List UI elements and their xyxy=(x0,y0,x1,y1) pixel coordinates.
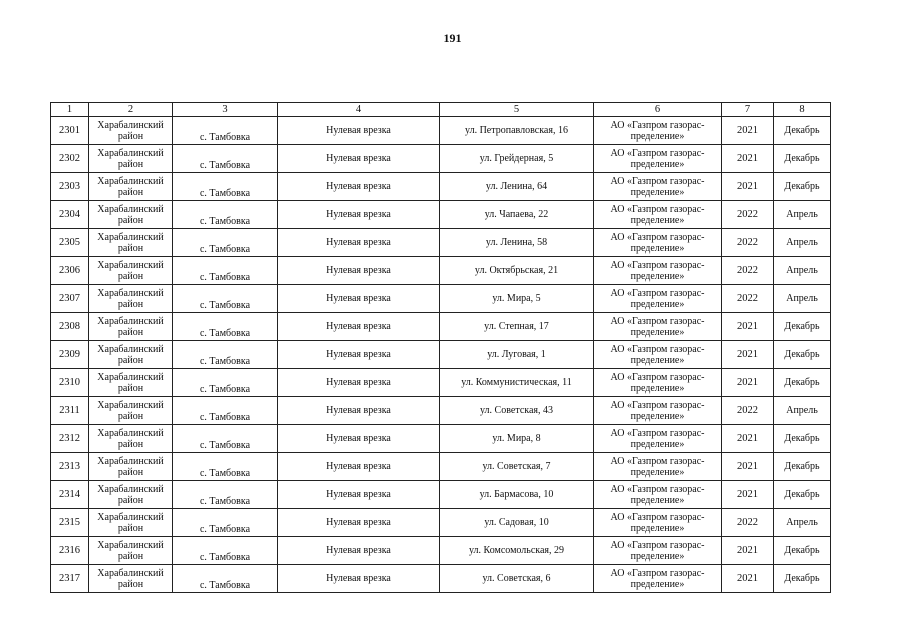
settlement-cell: с. Тамбовка xyxy=(173,341,278,369)
district-cell: Харабалинский район xyxy=(89,285,173,313)
organization-cell: АО «Газпром газорас-пределение» xyxy=(594,369,722,397)
month-cell: Декабрь xyxy=(774,341,831,369)
month-cell: Декабрь xyxy=(774,369,831,397)
row-number: 2312 xyxy=(51,425,89,453)
organization-cell: АО «Газпром газорас-пределение» xyxy=(594,341,722,369)
row-number: 2303 xyxy=(51,173,89,201)
settlement-cell: с. Тамбовка xyxy=(173,453,278,481)
district-cell: Харабалинский район xyxy=(89,509,173,537)
row-number: 2315 xyxy=(51,509,89,537)
month-cell: Апрель xyxy=(774,285,831,313)
year-cell: 2021 xyxy=(722,341,774,369)
district-cell: Харабалинский район xyxy=(89,341,173,369)
month-cell: Декабрь xyxy=(774,313,831,341)
settlement-cell: с. Тамбовка xyxy=(173,509,278,537)
column-header: 4 xyxy=(278,103,440,117)
month-cell: Декабрь xyxy=(774,173,831,201)
district-cell: Харабалинский район xyxy=(89,117,173,145)
address-cell: ул. Октябрьская, 21 xyxy=(440,257,594,285)
year-cell: 2022 xyxy=(722,201,774,229)
table-row xyxy=(51,397,831,425)
organization-cell: АО «Газпром газорас-пределение» xyxy=(594,509,722,537)
year-cell: 2021 xyxy=(722,313,774,341)
settlement-cell: с. Тамбовка xyxy=(173,201,278,229)
address-cell: ул. Советская, 7 xyxy=(440,453,594,481)
table-row xyxy=(51,257,831,285)
work-type-cell: Нулевая врезка xyxy=(278,285,440,313)
district-cell: Харабалинский район xyxy=(89,397,173,425)
work-type-cell: Нулевая врезка xyxy=(278,509,440,537)
table-row xyxy=(51,173,831,201)
year-cell: 2022 xyxy=(722,229,774,257)
address-cell: ул. Мира, 5 xyxy=(440,285,594,313)
year-cell: 2021 xyxy=(722,481,774,509)
district-cell: Харабалинский район xyxy=(89,313,173,341)
district-cell: Харабалинский район xyxy=(89,369,173,397)
organization-cell: АО «Газпром газорас-пределение» xyxy=(594,173,722,201)
district-cell: Харабалинский район xyxy=(89,537,173,565)
table-row xyxy=(51,369,831,397)
row-number: 2317 xyxy=(51,565,89,593)
month-cell: Декабрь xyxy=(774,453,831,481)
work-type-cell: Нулевая врезка xyxy=(278,145,440,173)
settlement-cell: с. Тамбовка xyxy=(173,145,278,173)
organization-cell: АО «Газпром газорас-пределение» xyxy=(594,229,722,257)
table-row xyxy=(51,537,831,565)
work-type-cell: Нулевая врезка xyxy=(278,257,440,285)
settlement-cell: с. Тамбовка xyxy=(173,369,278,397)
organization-cell: АО «Газпром газорас-пределение» xyxy=(594,397,722,425)
settlement-cell: с. Тамбовка xyxy=(173,117,278,145)
work-type-cell: Нулевая врезка xyxy=(278,341,440,369)
work-type-cell: Нулевая врезка xyxy=(278,565,440,593)
schedule-table xyxy=(50,102,831,593)
table-row xyxy=(51,453,831,481)
settlement-cell: с. Тамбовка xyxy=(173,425,278,453)
organization-cell: АО «Газпром газорас-пределение» xyxy=(594,257,722,285)
settlement-cell: с. Тамбовка xyxy=(173,173,278,201)
district-cell: Харабалинский район xyxy=(89,481,173,509)
year-cell: 2022 xyxy=(722,285,774,313)
work-type-cell: Нулевая врезка xyxy=(278,453,440,481)
year-cell: 2021 xyxy=(722,145,774,173)
table-row xyxy=(51,229,831,257)
year-cell: 2022 xyxy=(722,509,774,537)
settlement-cell: с. Тамбовка xyxy=(173,537,278,565)
row-number: 2305 xyxy=(51,229,89,257)
work-type-cell: Нулевая врезка xyxy=(278,117,440,145)
row-number: 2306 xyxy=(51,257,89,285)
table-row xyxy=(51,481,831,509)
year-cell: 2021 xyxy=(722,537,774,565)
address-cell: ул. Степная, 17 xyxy=(440,313,594,341)
work-type-cell: Нулевая врезка xyxy=(278,313,440,341)
settlement-cell: с. Тамбовка xyxy=(173,565,278,593)
column-header: 2 xyxy=(89,103,173,117)
table-row xyxy=(51,201,831,229)
month-cell: Декабрь xyxy=(774,425,831,453)
settlement-cell: с. Тамбовка xyxy=(173,397,278,425)
district-cell: Харабалинский район xyxy=(89,145,173,173)
month-cell: Декабрь xyxy=(774,537,831,565)
organization-cell: АО «Газпром газорас-пределение» xyxy=(594,285,722,313)
row-number: 2301 xyxy=(51,117,89,145)
organization-cell: АО «Газпром газорас-пределение» xyxy=(594,453,722,481)
district-cell: Харабалинский район xyxy=(89,425,173,453)
year-cell: 2021 xyxy=(722,565,774,593)
table-row xyxy=(51,145,831,173)
row-number: 2313 xyxy=(51,453,89,481)
settlement-cell: с. Тамбовка xyxy=(173,229,278,257)
month-cell: Апрель xyxy=(774,229,831,257)
settlement-cell: с. Тамбовка xyxy=(173,257,278,285)
address-cell: ул. Бармасова, 10 xyxy=(440,481,594,509)
row-number: 2316 xyxy=(51,537,89,565)
organization-cell: АО «Газпром газорас-пределение» xyxy=(594,425,722,453)
month-cell: Апрель xyxy=(774,201,831,229)
row-number: 2304 xyxy=(51,201,89,229)
year-cell: 2021 xyxy=(722,425,774,453)
year-cell: 2021 xyxy=(722,173,774,201)
district-cell: Харабалинский район xyxy=(89,453,173,481)
month-cell: Апрель xyxy=(774,509,831,537)
month-cell: Декабрь xyxy=(774,117,831,145)
organization-cell: АО «Газпром газорас-пределение» xyxy=(594,145,722,173)
row-number: 2314 xyxy=(51,481,89,509)
row-number: 2309 xyxy=(51,341,89,369)
work-type-cell: Нулевая врезка xyxy=(278,397,440,425)
address-cell: ул. Садовая, 10 xyxy=(440,509,594,537)
year-cell: 2022 xyxy=(722,257,774,285)
district-cell: Харабалинский район xyxy=(89,229,173,257)
row-number: 2308 xyxy=(51,313,89,341)
district-cell: Харабалинский район xyxy=(89,565,173,593)
column-header: 3 xyxy=(173,103,278,117)
organization-cell: АО «Газпром газорас-пределение» xyxy=(594,313,722,341)
address-cell: ул. Коммунистическая, 11 xyxy=(440,369,594,397)
address-cell: ул. Чапаева, 22 xyxy=(440,201,594,229)
column-header: 6 xyxy=(594,103,722,117)
work-type-cell: Нулевая врезка xyxy=(278,369,440,397)
table-row xyxy=(51,341,831,369)
year-cell: 2021 xyxy=(722,117,774,145)
month-cell: Апрель xyxy=(774,397,831,425)
settlement-cell: с. Тамбовка xyxy=(173,313,278,341)
work-type-cell: Нулевая врезка xyxy=(278,173,440,201)
work-type-cell: Нулевая врезка xyxy=(278,425,440,453)
table-row xyxy=(51,285,831,313)
row-number: 2307 xyxy=(51,285,89,313)
work-type-cell: Нулевая врезка xyxy=(278,481,440,509)
address-cell: ул. Петропавловская, 16 xyxy=(440,117,594,145)
address-cell: ул. Советская, 6 xyxy=(440,565,594,593)
address-cell: ул. Ленина, 58 xyxy=(440,229,594,257)
work-type-cell: Нулевая врезка xyxy=(278,201,440,229)
work-type-cell: Нулевая врезка xyxy=(278,537,440,565)
column-header: 5 xyxy=(440,103,594,117)
settlement-cell: с. Тамбовка xyxy=(173,285,278,313)
address-cell: ул. Грейдерная, 5 xyxy=(440,145,594,173)
district-cell: Харабалинский район xyxy=(89,173,173,201)
month-cell: Декабрь xyxy=(774,565,831,593)
organization-cell: АО «Газпром газорас-пределение» xyxy=(594,201,722,229)
address-cell: ул. Комсомольская, 29 xyxy=(440,537,594,565)
address-cell: ул. Мира, 8 xyxy=(440,425,594,453)
month-cell: Декабрь xyxy=(774,145,831,173)
row-number: 2310 xyxy=(51,369,89,397)
table-row xyxy=(51,509,831,537)
year-cell: 2022 xyxy=(722,397,774,425)
organization-cell: АО «Газпром газорас-пределение» xyxy=(594,481,722,509)
column-header: 8 xyxy=(774,103,831,117)
month-cell: Декабрь xyxy=(774,481,831,509)
district-cell: Харабалинский район xyxy=(89,257,173,285)
settlement-cell: с. Тамбовка xyxy=(173,481,278,509)
organization-cell: АО «Газпром газорас-пределение» xyxy=(594,537,722,565)
organization-cell: АО «Газпром газорас-пределение» xyxy=(594,565,722,593)
table-row xyxy=(51,425,831,453)
district-cell: Харабалинский район xyxy=(89,201,173,229)
month-cell: Апрель xyxy=(774,257,831,285)
row-number: 2302 xyxy=(51,145,89,173)
organization-cell: АО «Газпром газорас-пределение» xyxy=(594,117,722,145)
column-header: 7 xyxy=(722,103,774,117)
table-row xyxy=(51,117,831,145)
table-row xyxy=(51,313,831,341)
address-cell: ул. Ленина, 64 xyxy=(440,173,594,201)
year-cell: 2021 xyxy=(722,369,774,397)
work-type-cell: Нулевая врезка xyxy=(278,229,440,257)
page-number: 191 xyxy=(443,31,462,45)
header-row xyxy=(51,103,831,117)
row-number: 2311 xyxy=(51,397,89,425)
address-cell: ул. Советская, 43 xyxy=(440,397,594,425)
table-body xyxy=(51,117,831,593)
year-cell: 2021 xyxy=(722,453,774,481)
column-header: 1 xyxy=(51,103,89,117)
table-row xyxy=(51,565,831,593)
address-cell: ул. Луговая, 1 xyxy=(440,341,594,369)
